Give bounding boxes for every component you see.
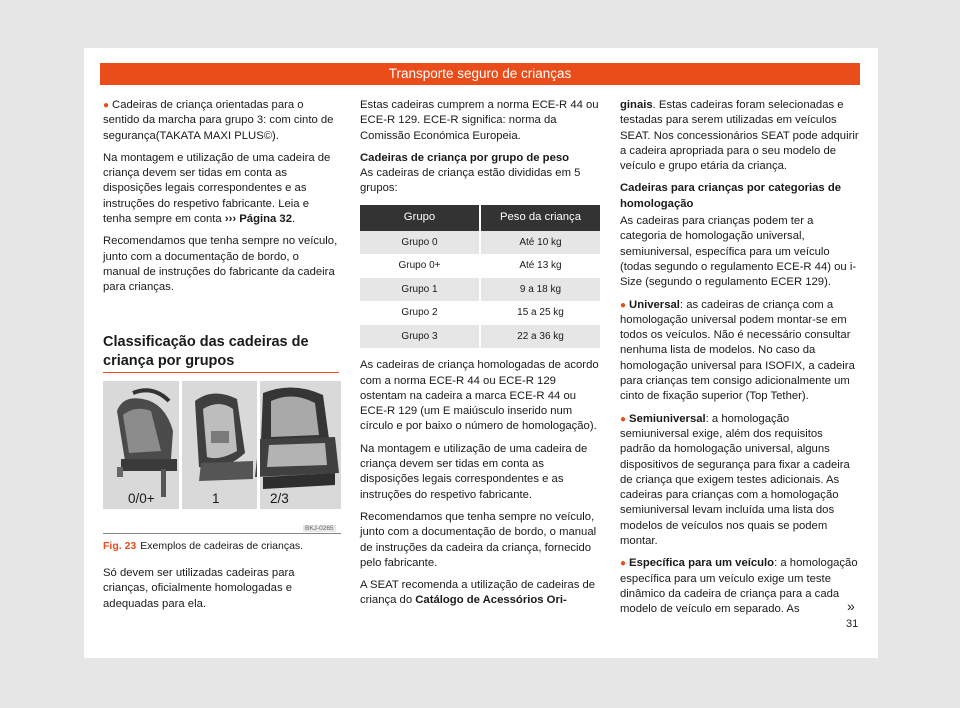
figure-label: 0/0+ [128, 491, 155, 506]
subheading: Cadeiras para crianças por categorias de homologação [620, 182, 842, 210]
table-row [360, 254, 600, 278]
paragraph: ginais. Estas cadeiras foram selecionadas e testadas para serem utilizadas em veículos SEAT. Nos concessionários SEAT pode adquirir a cadeira apropriada para o seu modelo de veículo e grupo etária da criança. [620, 99, 859, 173]
paragraph: A SEAT recomenda a utilização de cadeiras de criança do Catálogo de Acessórios Ori- [360, 579, 596, 607]
bullet-paragraph: ● Semiuniversal: a homologação semiuniversal exige, além dos requisitos padrão da homologação universal, alguns dispositivos de segurança para fixar a cadeira de criança que exigem testes adicionais. As cadeiras para crianças com a homologação semiuniversal levam incluída uma lista dos modelos de veículos nos quais se podem montar. [620, 412, 850, 548]
bullet-paragraph: ● Cadeiras de criança orientadas para o sentido da marcha para grupo 3: com cinto de segurança(TAKATA MAXI PLUS©). [103, 99, 334, 142]
child-seats-illustration [103, 381, 341, 509]
paragraph: As cadeiras de criança estão divididas em 5 grupos: [360, 167, 581, 195]
table-row [360, 231, 600, 255]
table-cell: Até 10 kg [480, 231, 600, 255]
paragraph: As cadeiras de criança homologadas de acordo com a norma ECE-R 44 ou ECE-R 129 ostentam na cadeira a marca ECE-R 44 ou ECE-R 129 (um E maiúsculo inserido num círculo e por baixo o número de homologação). [360, 359, 599, 433]
figure-rule [103, 533, 341, 534]
column-1-bottom [103, 566, 339, 619]
paragraph: Na montagem e utilização de uma cadeira de criança devem ser tidas em conta as disposições legais correspondentes e as instruções do respetivo fabricante. [360, 442, 588, 501]
table-cell: Grupo 0+ [398, 260, 441, 272]
table-row [360, 301, 600, 325]
table-header-row [360, 205, 600, 231]
table-cell: 22 a 36 kg [480, 325, 600, 349]
column-2 [360, 98, 600, 616]
bullet-paragraph: ● Específica para um veículo: a homologação específica para um veículo exige um teste dinâmico da cadeira de criança para a cada modelo de veículo em separado. As [620, 557, 858, 616]
table-cell: Grupo 0 [360, 231, 480, 255]
table-cell: 9 a 18 kg [480, 278, 600, 302]
table-cell: 15 a 25 kg [480, 301, 600, 325]
page-header: Transporte seguro de crianças [100, 63, 860, 85]
page-number: 31 [846, 618, 859, 630]
section-rule [103, 372, 339, 373]
table-cell: Grupo 1 [360, 278, 480, 302]
bullet-icon: ● [103, 100, 110, 111]
bullet-icon: ● [620, 558, 627, 570]
figure-code: BKJ-0265 [305, 525, 334, 532]
table-cell: Grupo 2 [401, 307, 438, 319]
bullet-icon: ● [620, 299, 627, 311]
section-title: Classificação das cadeiras de criança por grupos [103, 334, 309, 369]
paragraph: Estas cadeiras cumprem a norma ECE-R 44 ou ECE-R 129. ECE-R significa: norma da Comissão Económica Europeia. [360, 99, 599, 142]
table-cell: Grupo 3 [360, 325, 480, 349]
table-row [360, 325, 600, 349]
table-row [360, 278, 600, 302]
paragraph: Só devem ser utilizadas cadeiras para crianças, oficialmente homologadas e adequadas para ela. [103, 567, 295, 610]
figure-label: 2/3 [270, 491, 289, 506]
table-cell: Até 13 kg [480, 254, 600, 278]
continue-arrow-icon: » [847, 598, 855, 614]
figure-label: 1 [212, 491, 220, 506]
weight-groups-table [360, 205, 600, 349]
subheading: Cadeiras de criança por grupo de peso [360, 151, 570, 164]
figure-caption: Fig. 23 Exemplos de cadeiras de crianças. [103, 540, 304, 552]
bullet-paragraph: ● Universal: as cadeiras de criança com a homologação universal podem montar-se em todos os veículos. Não é necessário consultar nenhuma lista de modelos. No caso da homologação universal para ISOFIX, a cadeira para crianças tem consigo adicionalmente um cinto de fixação superior (Top Tether). [620, 298, 855, 403]
bullet-icon: ● [620, 413, 627, 425]
table-header-cell: Grupo [360, 205, 480, 231]
paragraph: As cadeiras para crianças podem ter a categoria de homologação universal, semiuniversal, específica para um veículo (todas segundo o regulamento ECE-R 44) ou i-Size (segundo o regulamento ECER 129). [620, 215, 857, 289]
paragraph: Na montagem e utilização de uma cadeira de criança devem ser tidas em conta as disposições legais correspondentes e as instruções do respetivo fabricante. Leia e tenha sempre em conta ››› Página 32. [103, 151, 331, 226]
paragraph: Recomendamos que tenha sempre no veículo, junto com a documentação de bordo, o manual de instruções da cadeira da criança, fornecido pelo fabricante. [360, 510, 597, 569]
column-3 [620, 98, 860, 625]
column-1 [103, 98, 339, 303]
table-header-cell: Peso da criança [480, 205, 600, 231]
child-seats-figure [103, 381, 341, 509]
paragraph: Recomendamos que tenha sempre no veículo, junto com a documentação de bordo, o manual de instruções do fabricante da cadeira para crianças. [103, 235, 338, 294]
page-link[interactable]: ››› Página 32 [224, 213, 292, 226]
